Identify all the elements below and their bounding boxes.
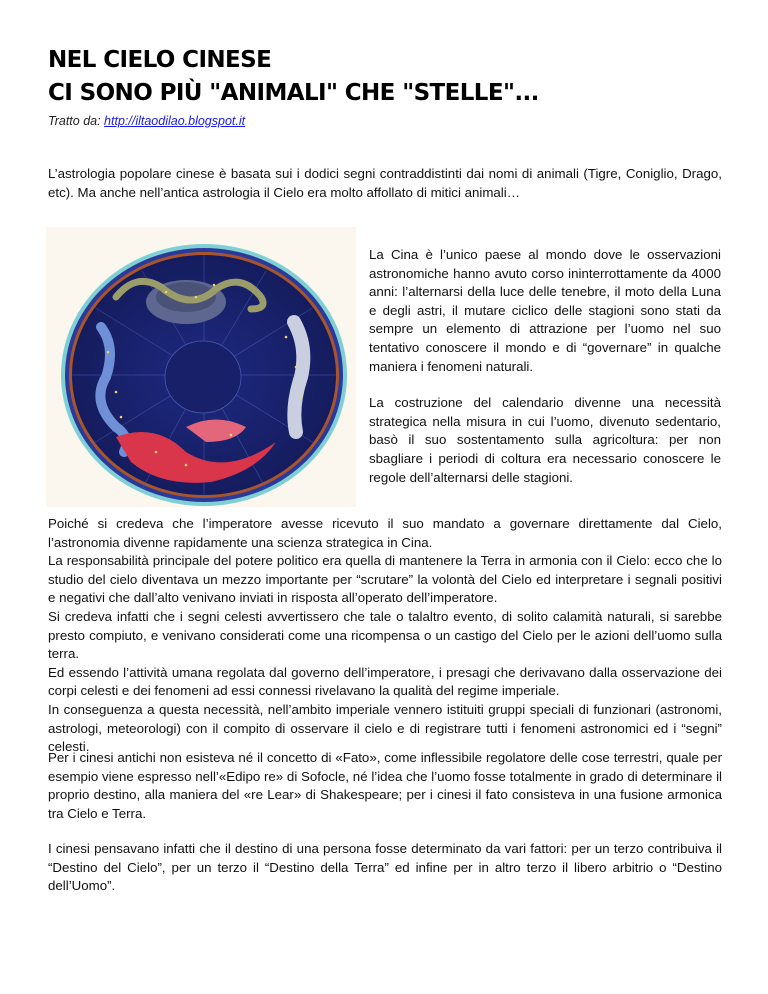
- source-link[interactable]: http://iltaodilao.blogspot.it: [104, 114, 246, 128]
- body-paragraph: Poiché si credeva che l’imperatore avesse ricevuto il suo mandato a governare direttamente dal Cielo, l’astronomia divenne rapidamente una scienza strategica in Cina.: [48, 516, 722, 550]
- destiny-paragraph: I cinesi pensavano infatti che il destino di una persona fosse determinato da vari fattori: per un terzo contribuiva il “Destino del Cielo”, per un terzo il “Destino della Terra” ed infine per in altro terzo il libero arbitrio o “Destino dell’Uomo”.: [48, 841, 722, 894]
- title-line-1: NEL CIELO CINESE: [48, 47, 272, 73]
- body-section-3: [48, 840, 722, 896]
- body-paragraph: Si credeva infatti che i segni celesti avvertissero che tale o talaltro evento, di solito calamità naturali, si sarebbe presto compiuto, e venivano considerati come una ricompensa o un castigo del Cielo per le azioni dell’uomo sulla terra.: [48, 608, 722, 662]
- intro-section: [48, 165, 722, 202]
- page-title: [48, 44, 539, 110]
- body-paragraph: In conseguenza a questa necessità, nell’ambito imperiale vennero istituiti gruppi speciali di funzionari (astronomi, astrologi, meteorologi) con il compito di osservare il cielo e di registrare tutti i fenomeni astronomici ed i “segni” celesti.: [48, 701, 722, 755]
- source-label: Tratto da:: [48, 114, 105, 128]
- sky-chart-illustration: [46, 227, 356, 507]
- body-section-2: [48, 749, 722, 823]
- celestial-animals-image: [46, 227, 356, 507]
- fate-paragraph: Per i cinesi antichi non esisteva né il concetto di «Fato», come inflessibile regolatore delle cose terrestri, quale per esempio viene espresso nell’«Edipo re» di Sofocle, né l’idea che l’uomo fosse totalmente in grado di determinare il proprio destino, alla maniera del «re Lear» di Shakespeare; per i cinesi il fato consisteva in una fusione armonica tra Cielo e Terra.: [48, 750, 722, 821]
- body-section-1: [48, 515, 722, 757]
- intro-paragraph: L’astrologia popolare cinese è basata sui i dodici segni contraddistinti dai nomi di animali (Tigre, Coniglio, Drago, etc). Ma anche nell’antica astrologia il Cielo era molto affollato di mitici animali…: [48, 166, 722, 200]
- source-attribution: [48, 114, 245, 128]
- body-paragraph: Ed essendo l’attività umana regolata dal governo dell’imperatore, i presagi che derivavano dalla osservazione dei corpi celesti e dei fenomeni ad essi connessi rivelavano la qualità del regime imperiale.: [48, 664, 722, 699]
- side-paragraph-2: La costruzione del calendario divenne una necessità strategica nella misura in cui l’uomo, divenuto sedentario, basò il suo sostentamento sulla agricoltura: per non sbagliare i periodi di coltura era necessario conoscere le regole dell’alternarsi delle stagioni.: [369, 395, 721, 485]
- side-paragraph-1: La Cina è l’unico paese al mondo dove le osservazioni astronomiche hanno avuto corso ininterrottamente da 4000 anni: l’alternarsi della luce delle tenebre, il moto della Luna e degli astri, il mutare ciclico delle stagioni sono stati da sempre un elemento di attrazione per l’uomo nel suo tentativo conoscere il mondo e di “governare” in qualche maniera i fenomeni naturali.: [369, 247, 721, 374]
- title-line-2: CI SONO PIÙ "ANIMALI" CHE "STELLE"...: [48, 80, 539, 106]
- side-column: [369, 246, 721, 487]
- body-paragraph: La responsabilità principale del potere politico era quella di mantenere la Terra in armonia con il Cielo: ecco che lo studio del cielo diventava un mezzo importante per “scrutare” la volontà del Cielo ed interpretare i segnali positivi e negativi che dall’alto venivano inviati in risposta all’operato dell’imperatore.: [48, 553, 722, 606]
